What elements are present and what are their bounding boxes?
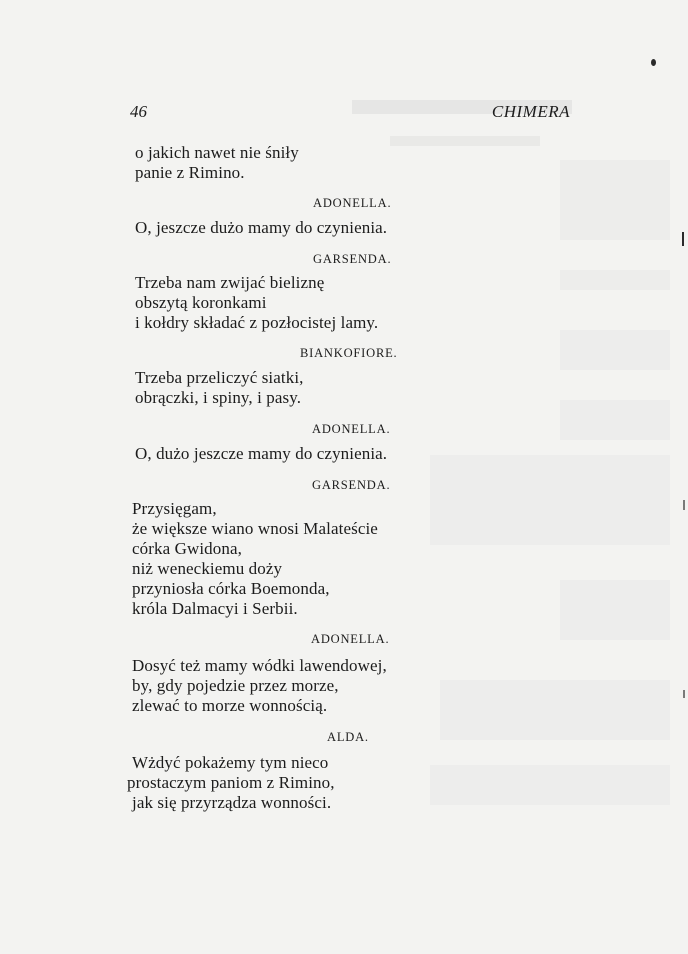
speaker-name: GARSENDA.: [313, 252, 392, 266]
edge-tick: [682, 232, 684, 246]
verse-line: zlewać to morze wonnością.: [132, 696, 328, 715]
speaker-name: ADONELLA.: [311, 632, 390, 646]
speaker-name: ADONELLA.: [312, 422, 391, 436]
edge-tick: [683, 500, 685, 510]
speaker-name: ADONELLA.: [313, 196, 392, 210]
verse-line: obrączki, i spiny, i pasy.: [135, 388, 302, 407]
verse-line: obszytą koronkami: [135, 293, 267, 312]
bleed-through-block: [430, 765, 670, 805]
running-title: CHIMERA: [491, 102, 570, 121]
verse-line: że większe wiano wnosi Malateście: [132, 519, 378, 538]
verse-line: przyniosła córka Boemonda,: [132, 579, 330, 598]
verse-line: panie z Rimino.: [135, 163, 245, 182]
verse-line: Przysięgam,: [132, 499, 217, 518]
page-number: 46: [130, 102, 147, 121]
ink-dot: [651, 59, 656, 66]
bleed-through-block: [560, 580, 670, 640]
verse-line: Dosyć też mamy wódki lawendowej,: [132, 656, 387, 675]
bleed-through-block: [390, 136, 540, 146]
page-header: [130, 102, 570, 126]
bleed-through-block: [560, 330, 670, 370]
verse-line: O, dużo jeszcze mamy do czynienia.: [135, 444, 388, 463]
verse-line: króla Dalmacyi i Serbii.: [132, 599, 298, 618]
speaker-name: ALDA.: [327, 730, 369, 744]
verse-line: i kołdry składać z pozłocistej lamy.: [135, 313, 379, 332]
verse-line: Trzeba nam zwijać bieliznę: [135, 273, 325, 292]
bleed-through-block: [560, 270, 670, 290]
bleed-through-block: [440, 680, 670, 740]
verse-line: jak się przyrządza wonności.: [132, 793, 332, 812]
verse-line: O, jeszcze dużo mamy do czynienia.: [135, 218, 388, 237]
verse-line: Trzeba przeliczyć siatki,: [135, 368, 304, 387]
bleed-through-block: [560, 160, 670, 240]
verse-line: niż weneckiemu doży: [132, 559, 283, 578]
verse-line: Wżdyć pokażemy tym nieco: [132, 753, 329, 772]
verse-line: prostaczym paniom z Rimino,: [127, 773, 335, 792]
verse-line: córka Gwidona,: [132, 539, 242, 558]
bleed-through-block: [430, 455, 670, 545]
bleed-through-block: [560, 400, 670, 440]
verse-line: o jakich nawet nie śniły: [135, 143, 299, 162]
edge-tick: [683, 690, 685, 698]
speaker-name: BIANKOFIORE.: [300, 346, 398, 360]
verse-line: by, gdy pojedzie przez morze,: [132, 676, 339, 695]
speaker-name: GARSENDA.: [312, 478, 391, 492]
